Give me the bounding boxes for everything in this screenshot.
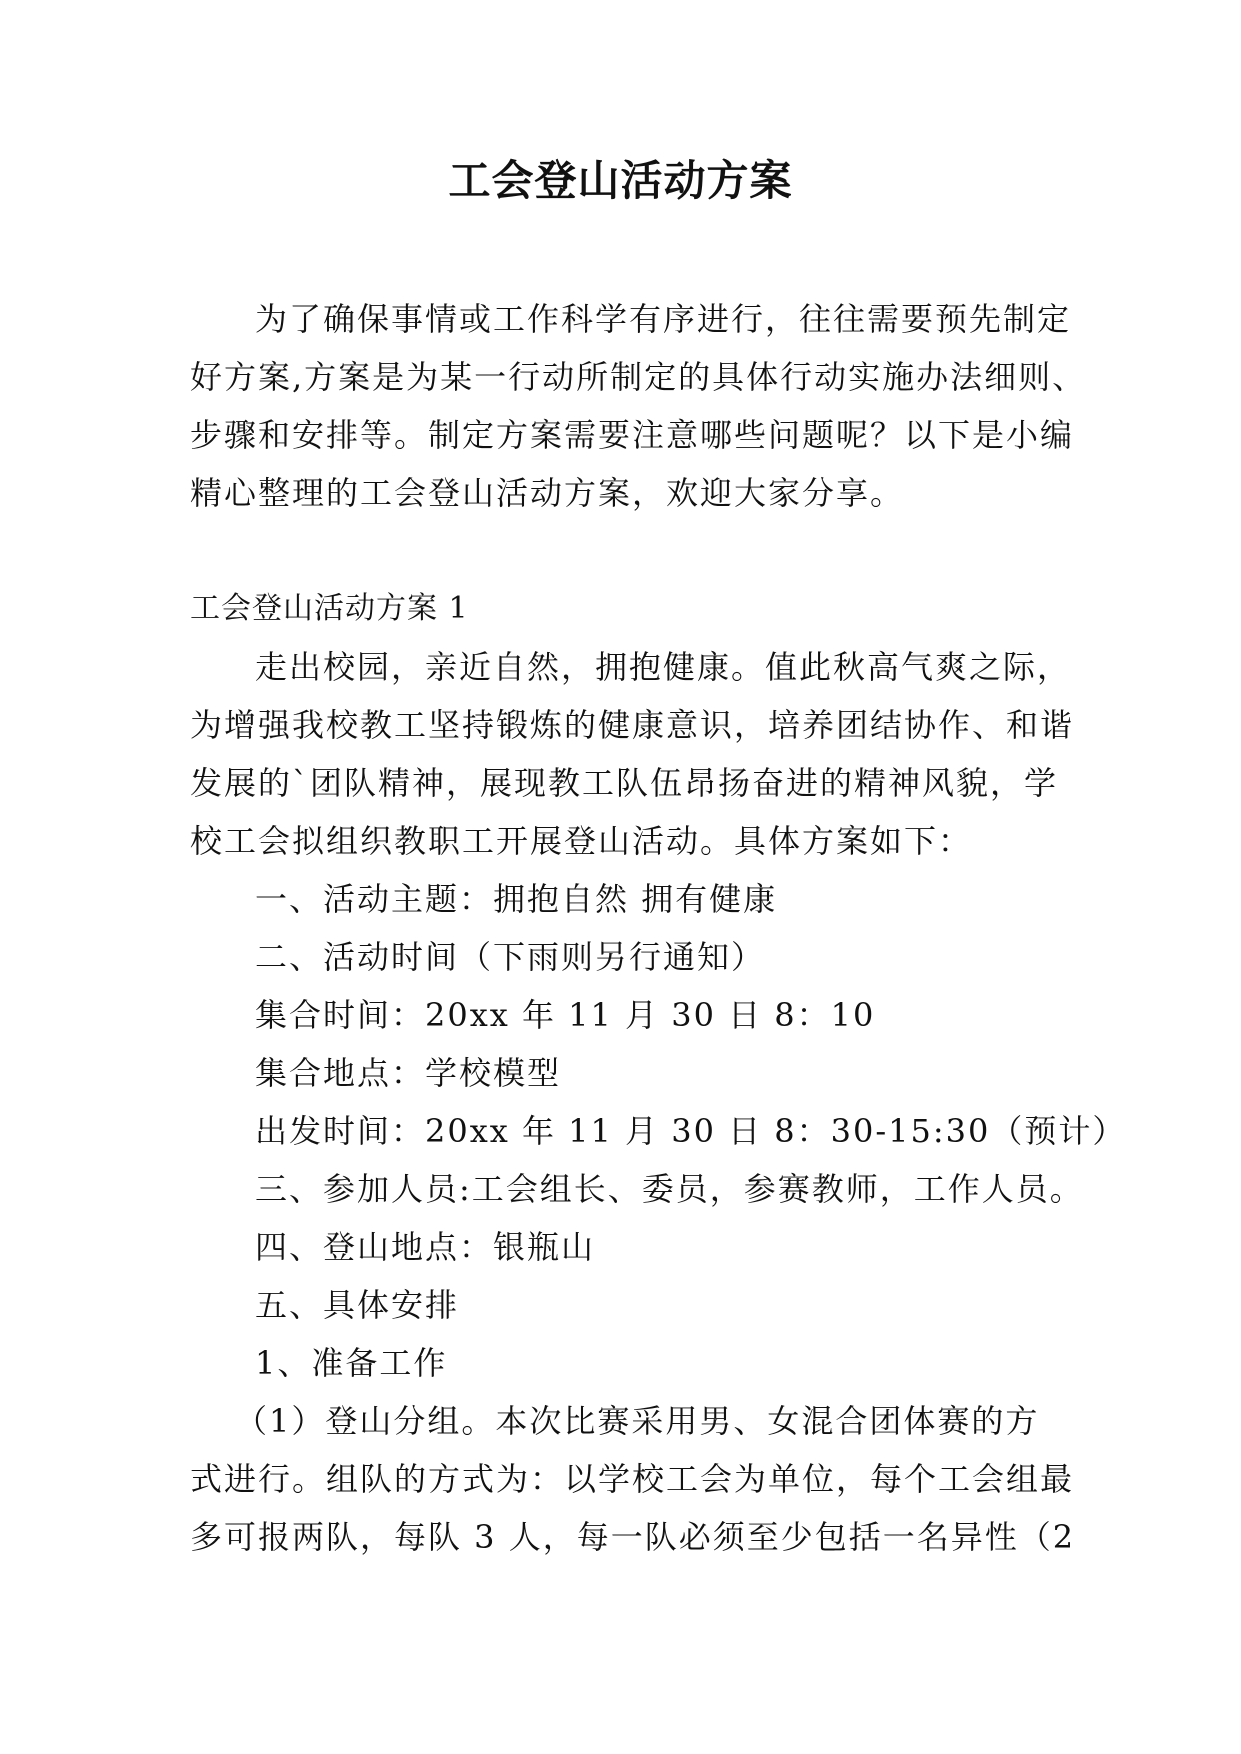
section-paragraph-line: 走出校园，亲近自然，拥抱健康。值此秋高气爽之际， bbox=[255, 648, 1072, 686]
intro-line: 为了确保事情或工作科学有序进行，往往需要预先制定 bbox=[255, 300, 1072, 338]
plan-item: 三、参加人员:工会组长、委员，参赛教师，工作人员。 bbox=[255, 1170, 1084, 1208]
section-heading: 工会登山活动方案 1 bbox=[190, 591, 469, 626]
document-body bbox=[190, 290, 1127, 1566]
plan-item: 出发时间：20xx 年 11 月 30 日 8：30-15:30（预计） bbox=[255, 1112, 1127, 1150]
intro-line: 好方案,方案是为某一行动所制定的具体行动实施办法细则、 bbox=[190, 358, 1087, 396]
plan-item: 集合时间：20xx 年 11 月 30 日 8：10 bbox=[255, 996, 876, 1034]
section-paragraph-line: 校工会拟组织教职工开展登山活动。具体方案如下： bbox=[190, 822, 973, 860]
section-paragraph-line: 为增强我校教工坚持锻炼的健康意识，培养团结协作、和谐 bbox=[190, 706, 1075, 744]
section-paragraph-line: 发展的`团队精神，展现教工队伍昂扬奋进的精神风貌，学 bbox=[190, 764, 1059, 802]
prep-paragraph-line: 多可报两队，每队 3 人，每一队必须至少包括一名异性（2 bbox=[190, 1518, 1076, 1556]
plan-item: 一、活动主题：拥抱自然 拥有健康 bbox=[255, 880, 778, 918]
plan-item: 四、登山地点：银瓶山 bbox=[255, 1228, 596, 1266]
intro-line: 步骤和安排等。制定方案需要注意哪些问题呢？以下是小编 bbox=[190, 416, 1075, 454]
plan-item: 五、具体安排 bbox=[255, 1286, 460, 1324]
prep-paragraph-line: 式进行。组队的方式为：以学校工会为单位，每个工会组最 bbox=[190, 1460, 1075, 1498]
plan-item: 二、活动时间（下雨则另行通知） bbox=[255, 938, 766, 976]
document-title: 工会登山活动方案 bbox=[448, 156, 793, 205]
intro-line: 精心整理的工会登山活动方案，欢迎大家分享。 bbox=[190, 474, 905, 512]
plan-item: 集合地点：学校模型 bbox=[255, 1054, 562, 1092]
prep-paragraph-line: （1）登山分组。本次比赛采用男、女混合团体赛的方 bbox=[235, 1402, 1040, 1440]
plan-item: 1、准备工作 bbox=[255, 1344, 448, 1382]
paragraph-gap bbox=[190, 522, 1060, 580]
